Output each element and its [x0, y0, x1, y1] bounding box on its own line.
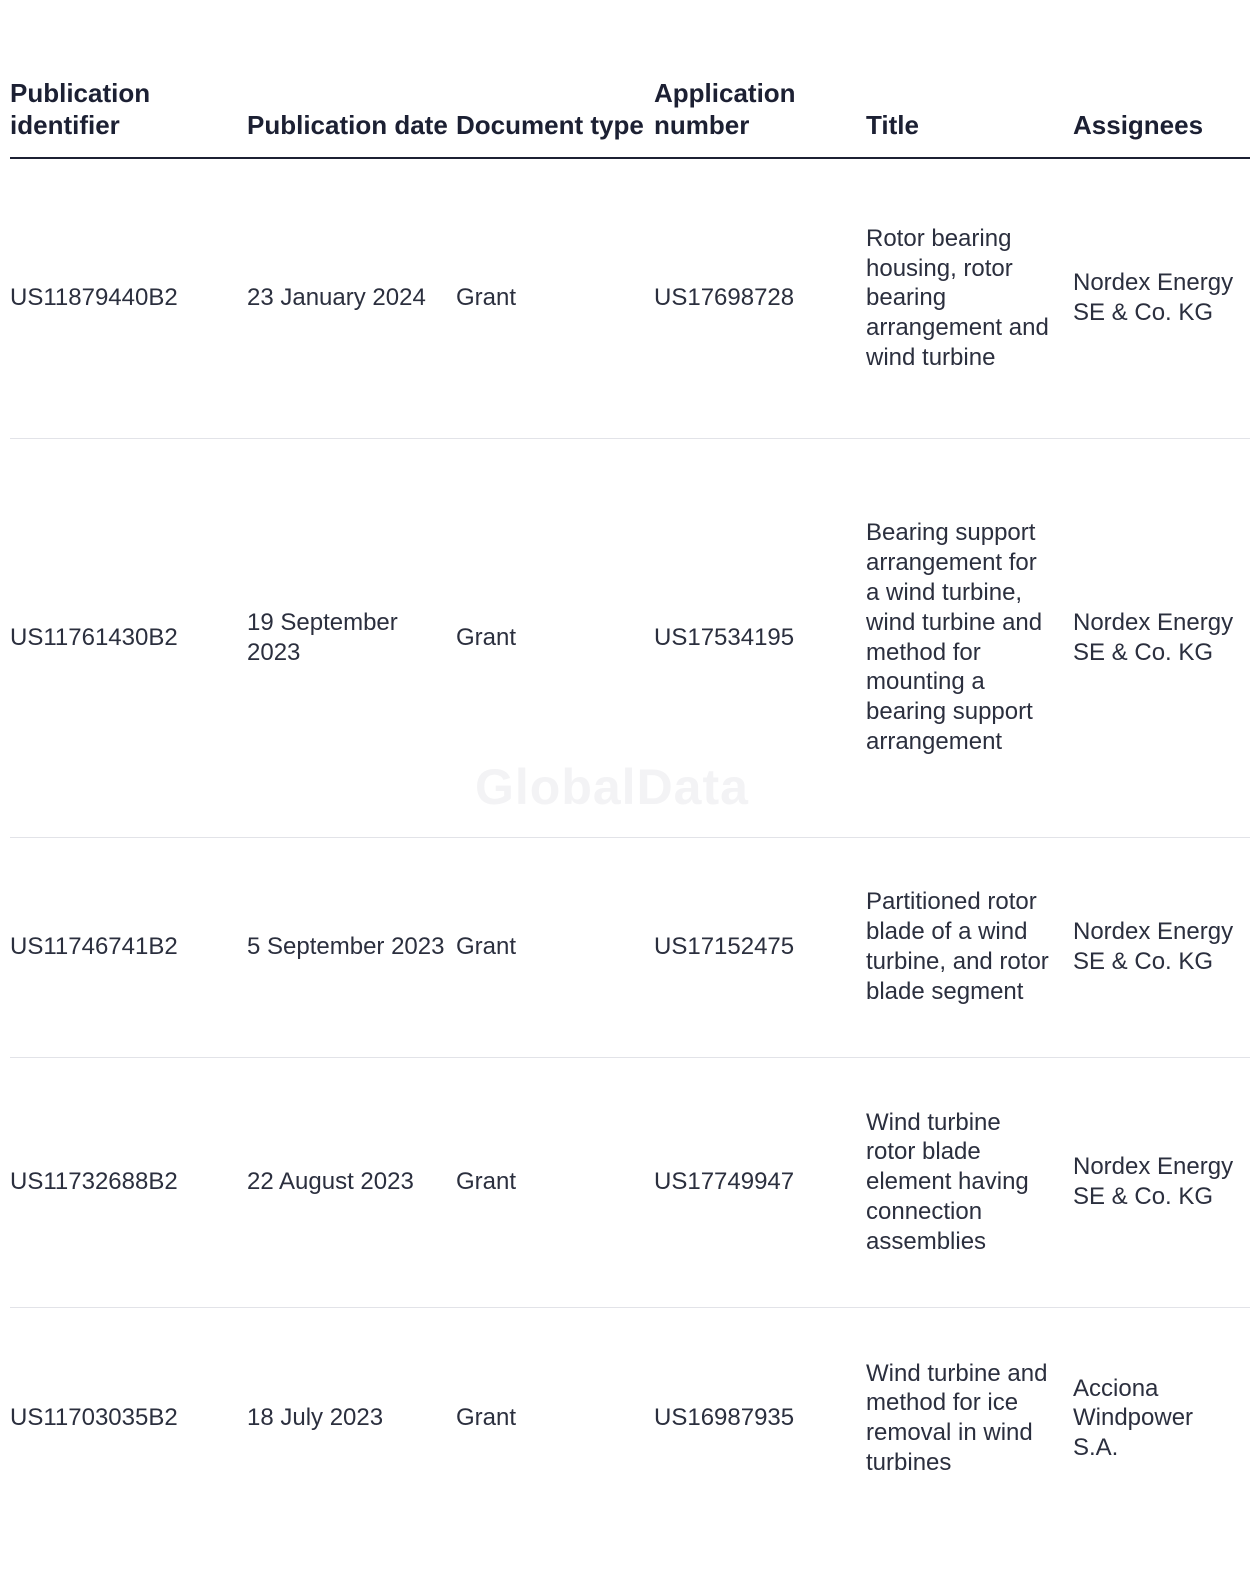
- column-header-application-number: Application number: [654, 0, 866, 158]
- cell-application-number: US17749947: [654, 1057, 866, 1307]
- cell-publication-identifier: US11879440B2: [10, 158, 247, 438]
- cell-document-type: Grant: [456, 158, 654, 438]
- table-row: [10, 1307, 1250, 1529]
- cell-document-type: Grant: [456, 1057, 654, 1307]
- table-header-row: [10, 0, 1250, 158]
- cell-assignees: Nordex Energy SE & Co. KG: [1073, 1057, 1250, 1307]
- column-header-publication-date: Publication date: [247, 0, 456, 158]
- watermark: GlobalData: [475, 759, 749, 815]
- cell-publication-identifier: US11703035B2: [10, 1404, 178, 1432]
- cell-assignees: Nordex Energy SE & Co. KG: [1073, 837, 1250, 1057]
- column-header-document-type: Document type: [456, 0, 654, 158]
- cell-assignees: Nordex Energy SE & Co. KG: [1073, 438, 1250, 837]
- cell-application-number: US16987935: [654, 1404, 795, 1432]
- column-header-title: Title: [866, 0, 1073, 158]
- cell-publication-date: 18 July 2023: [247, 1404, 384, 1432]
- cell-publication-identifier: US11732688B2: [10, 1057, 247, 1307]
- table-body: [10, 158, 1250, 1529]
- cell-title: Rotor bearing housing, rotor bearing arrangement and wind turbine: [866, 158, 1073, 438]
- cell-application-number: US17534195: [654, 438, 866, 837]
- cell-publication-identifier: US11746741B2: [10, 837, 247, 1057]
- cell-publication-date: 22 August 2023: [247, 1057, 456, 1307]
- column-header-publication-identifier: Publication identifier: [10, 0, 247, 158]
- cell-publication-date: 5 September 2023: [247, 837, 456, 1057]
- cell-assignees: Acciona Windpower S.A.: [1073, 1374, 1194, 1462]
- cell-publication-date: 23 January 2024: [247, 158, 456, 438]
- table-header: [10, 0, 1250, 158]
- patents-table: [10, 0, 1250, 1529]
- table-row: [10, 1057, 1250, 1307]
- cell-document-type: Grant: [456, 837, 654, 1057]
- cell-title: Partitioned rotor blade of a wind turbine, and rotor blade segment: [866, 837, 1073, 1057]
- cell-document-type: Grant: [456, 438, 654, 837]
- cell-title: Bearing support arrangement for a wind turbine, wind turbine and method for mounting a bearing support arrangement: [866, 438, 1073, 837]
- patents-table-container: [10, 0, 1234, 1529]
- cell-publication-date: 19 September 2023: [247, 438, 456, 837]
- table-row: [10, 158, 1250, 438]
- table-row: [10, 438, 1250, 837]
- table-row: [10, 837, 1250, 1057]
- cell-title: Wind turbine rotor blade element having connection assemblies: [866, 1057, 1073, 1307]
- cell-title: Wind turbine and method for ice removal in wind turbines: [866, 1359, 1048, 1477]
- cell-application-number: US17152475: [654, 837, 866, 1057]
- cell-document-type: Grant: [456, 1404, 517, 1432]
- cell-application-number: US17698728: [654, 158, 866, 438]
- cell-publication-identifier: US11761430B2: [10, 438, 247, 837]
- cell-assignees: Nordex Energy SE & Co. KG: [1073, 158, 1250, 438]
- column-header-assignees: Assignees: [1073, 0, 1250, 158]
